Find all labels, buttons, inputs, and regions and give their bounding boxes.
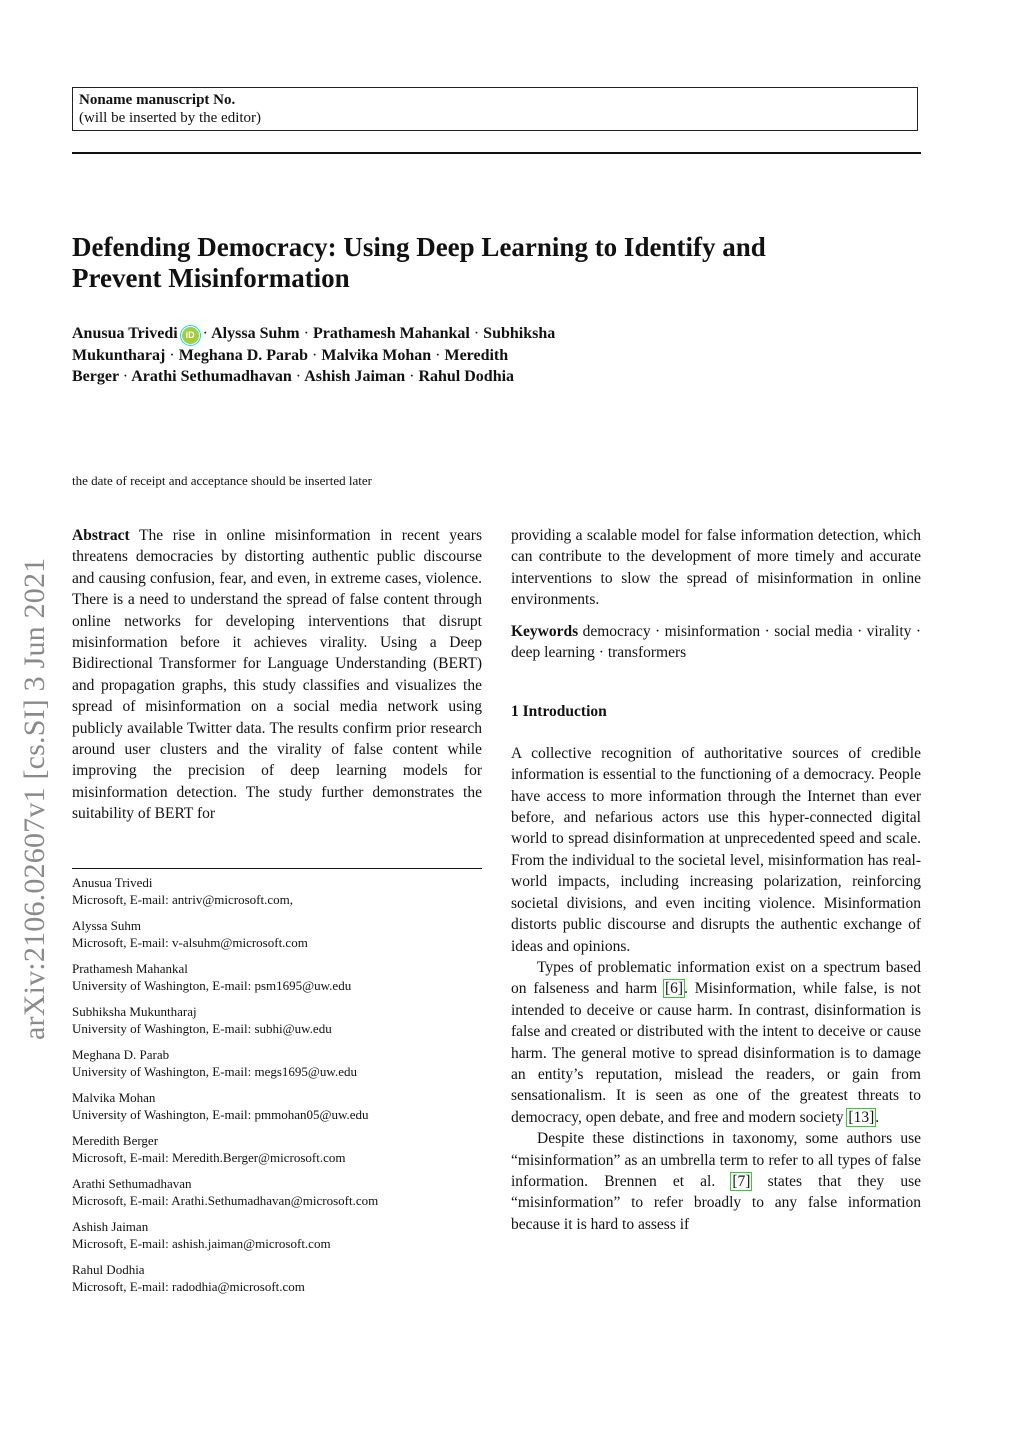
author-name: Alyssa Suhm bbox=[211, 325, 300, 342]
affiliation-detail: Microsoft, E-mail: antriv@microsoft.com, bbox=[72, 892, 294, 907]
affiliation-item bbox=[72, 1046, 492, 1080]
affiliation-item bbox=[72, 1261, 492, 1295]
affiliation-item bbox=[72, 1175, 492, 1209]
author-separator: · bbox=[169, 346, 175, 364]
citation-link[interactable]: [7] bbox=[732, 1172, 751, 1190]
intro-paragraph-2 bbox=[511, 957, 921, 1128]
affiliation-detail: Microsoft, E-mail: v-alsuhm@microsoft.com bbox=[72, 935, 308, 950]
title-line-1: Defending Democracy: Using Deep Learning to Identify and bbox=[72, 232, 766, 262]
affiliation-name: Prathamesh Mahankal bbox=[72, 961, 188, 976]
author-separator: · bbox=[312, 346, 318, 364]
affiliation-detail: University of Washington, E-mail: subhi@uw.edu bbox=[72, 1021, 332, 1036]
citation-link[interactable]: [6] bbox=[665, 980, 684, 998]
author-list bbox=[72, 323, 712, 388]
author-name: Ashish Jaiman bbox=[304, 368, 406, 385]
affiliation-detail: Microsoft, E-mail: Arathi.Sethumadhavan@microsoft.com bbox=[72, 1193, 379, 1208]
header-rule bbox=[72, 152, 921, 154]
author-name: Meghana D. Parab bbox=[178, 346, 309, 364]
affiliation-name: Meghana D. Parab bbox=[72, 1047, 170, 1062]
author-name: Subhiksha bbox=[483, 325, 556, 342]
author-separator: · bbox=[122, 368, 129, 385]
affiliation-list bbox=[72, 874, 492, 1304]
intro-p2-text-a: Types of problematic information exist on a spectrum based on falseness and harm bbox=[511, 958, 921, 998]
footnote-rule bbox=[72, 868, 482, 869]
affiliation-item bbox=[72, 1218, 492, 1252]
intro-p2-text-c: . bbox=[875, 1108, 880, 1126]
abstract-text: The rise in online misinformation in recent years threatens democracies by distorting authentic public discourse and causing confusion, fear, and even, in extreme cases, violence. There is a need to understand the spread of false content through online networks for developing interventions that disrupt misinformation before it achieves virality. Using a Deep Bidirectional Transformer for Language Understanding (BERT) and propagation graphs, this study classifies and visualizes the spread of misinformation on a social media network using publicly available Twitter data. The results confirm prior research around user clusters and the virality of false content while improving the precision of deep learning models for misinformation detection. The study further demonstrates the suitability of BERT for bbox=[72, 527, 482, 823]
intro-p3-text-a: Despite these distinctions in taxonomy, some authors use “misinformation” as an umbrella term to refer to all types of false information. Brennen et al. bbox=[511, 1130, 921, 1190]
intro-p2-text-b: . Misinformation, while false, is not intended to deceive or cause harm. In contrast, disinformation is false and created or distributed with the intent to deceive or cause harm. The general motive to spread disinformation is to damage an entity’s reputation, mislead the readers, or gain from sensationalism. It is seen as one of the greatest threats to democracy, open debate, and free and modern society bbox=[511, 980, 921, 1126]
affiliation-detail: University of Washington, E-mail: pmmohan05@uw.edu bbox=[72, 1107, 369, 1122]
affiliation-name: Arathi Sethumadhavan bbox=[72, 1176, 192, 1191]
affiliation-item bbox=[72, 1089, 492, 1123]
right-column bbox=[511, 525, 921, 1235]
affiliation-detail: Microsoft, E-mail: Meredith.Berger@microsoft.com bbox=[72, 1150, 346, 1165]
manuscript-box bbox=[72, 87, 918, 131]
affiliation-item bbox=[72, 1132, 492, 1166]
affiliation-name: Malvika Mohan bbox=[72, 1090, 156, 1105]
affiliation-item bbox=[72, 874, 492, 908]
affiliation-detail: University of Washington, E-mail: psm1695@uw.edu bbox=[72, 978, 352, 993]
intro-paragraph-1: A collective recognition of authoritative sources of credible information is essential to the functioning of a democracy. People have access to more information through the Internet than ever before, and nefarious actors use this hyper-connected digital world to spread disinformation at unprecedented speed and scale. From the individual to the societal level, misinformation has real-world impacts, including increasing polarization, reinforcing societal divisions, and even inciting violence. Misinformation distorts public discourse and disrupts the authentic exchange of ideas and opinions. bbox=[511, 744, 921, 955]
affiliation-detail: University of Washington, E-mail: megs1695@uw.edu bbox=[72, 1064, 357, 1079]
author-name: Arathi Sethumadhavan bbox=[131, 368, 292, 385]
title-line-2: Prevent Misinformation bbox=[72, 263, 350, 293]
introduction-heading: 1 Introduction bbox=[511, 703, 607, 721]
author-name: Rahul Dodhia bbox=[418, 368, 515, 385]
author-separator: · bbox=[409, 368, 415, 385]
editor-note: (will be inserted by the editor) bbox=[79, 110, 262, 126]
author-separator: · bbox=[295, 368, 302, 385]
affiliation-name: Meredith Berger bbox=[72, 1133, 159, 1148]
paper-title bbox=[72, 232, 932, 294]
author-name: Prathamesh Mahankal bbox=[312, 325, 470, 342]
abstract-continuation: providing a scalable model for false information detection, which can contribute to the development of more timely and accurate interventions to slow the spread of misinformation in online environments. bbox=[511, 527, 921, 609]
keywords-text: democracy · misinformation · social media · virality · deep learning · transformers bbox=[511, 622, 922, 662]
keywords bbox=[511, 621, 921, 664]
abstract bbox=[72, 525, 482, 825]
intro-p3-text-b: states that they use “misinformation” to refer broadly to any false information because it is hard to assess if bbox=[511, 1172, 922, 1233]
left-column bbox=[72, 525, 482, 825]
author-name: Meredith bbox=[444, 346, 509, 364]
affiliation-name: Alyssa Suhm bbox=[72, 918, 141, 933]
author-name: Malvika Mohan bbox=[321, 346, 432, 364]
affiliation-item bbox=[72, 917, 492, 951]
author-name: Berger bbox=[72, 368, 119, 385]
orcid-icon[interactable]: iD bbox=[182, 327, 199, 344]
affiliation-name: Rahul Dodhia bbox=[72, 1262, 145, 1277]
author-name: Mukuntharaj bbox=[72, 346, 166, 364]
affiliation-item bbox=[72, 960, 492, 994]
affiliation-detail: Microsoft, E-mail: radodhia@microsoft.com bbox=[72, 1279, 305, 1294]
abstract-heading: Abstract bbox=[72, 527, 130, 544]
receipt-date-note: the date of receipt and acceptance should be inserted later bbox=[72, 473, 372, 488]
author-separator: · bbox=[473, 325, 480, 342]
intro-paragraph-3 bbox=[511, 1128, 921, 1235]
author-separator: · bbox=[303, 325, 309, 342]
author-separator: · bbox=[202, 325, 208, 342]
affiliation-name: Subhiksha Mukuntharaj bbox=[72, 1004, 197, 1019]
affiliation-name: Anusua Trivedi bbox=[72, 875, 153, 890]
author-name: Anusua Trivedi bbox=[72, 325, 178, 342]
citation-link[interactable]: [13] bbox=[848, 1108, 875, 1126]
affiliation-item bbox=[72, 1003, 492, 1037]
author-separator: · bbox=[435, 346, 441, 364]
manuscript-label: Noname manuscript No. bbox=[79, 92, 236, 108]
affiliation-detail: Microsoft, E-mail: ashish.jaiman@microsoft.com bbox=[72, 1236, 331, 1251]
arxiv-identifier[interactable]: arXiv:2106.02607v1 [cs.SI] 3 Jun 2021 bbox=[18, 557, 51, 1040]
affiliation-name: Ashish Jaiman bbox=[72, 1219, 149, 1234]
keywords-heading: Keywords bbox=[511, 622, 579, 640]
